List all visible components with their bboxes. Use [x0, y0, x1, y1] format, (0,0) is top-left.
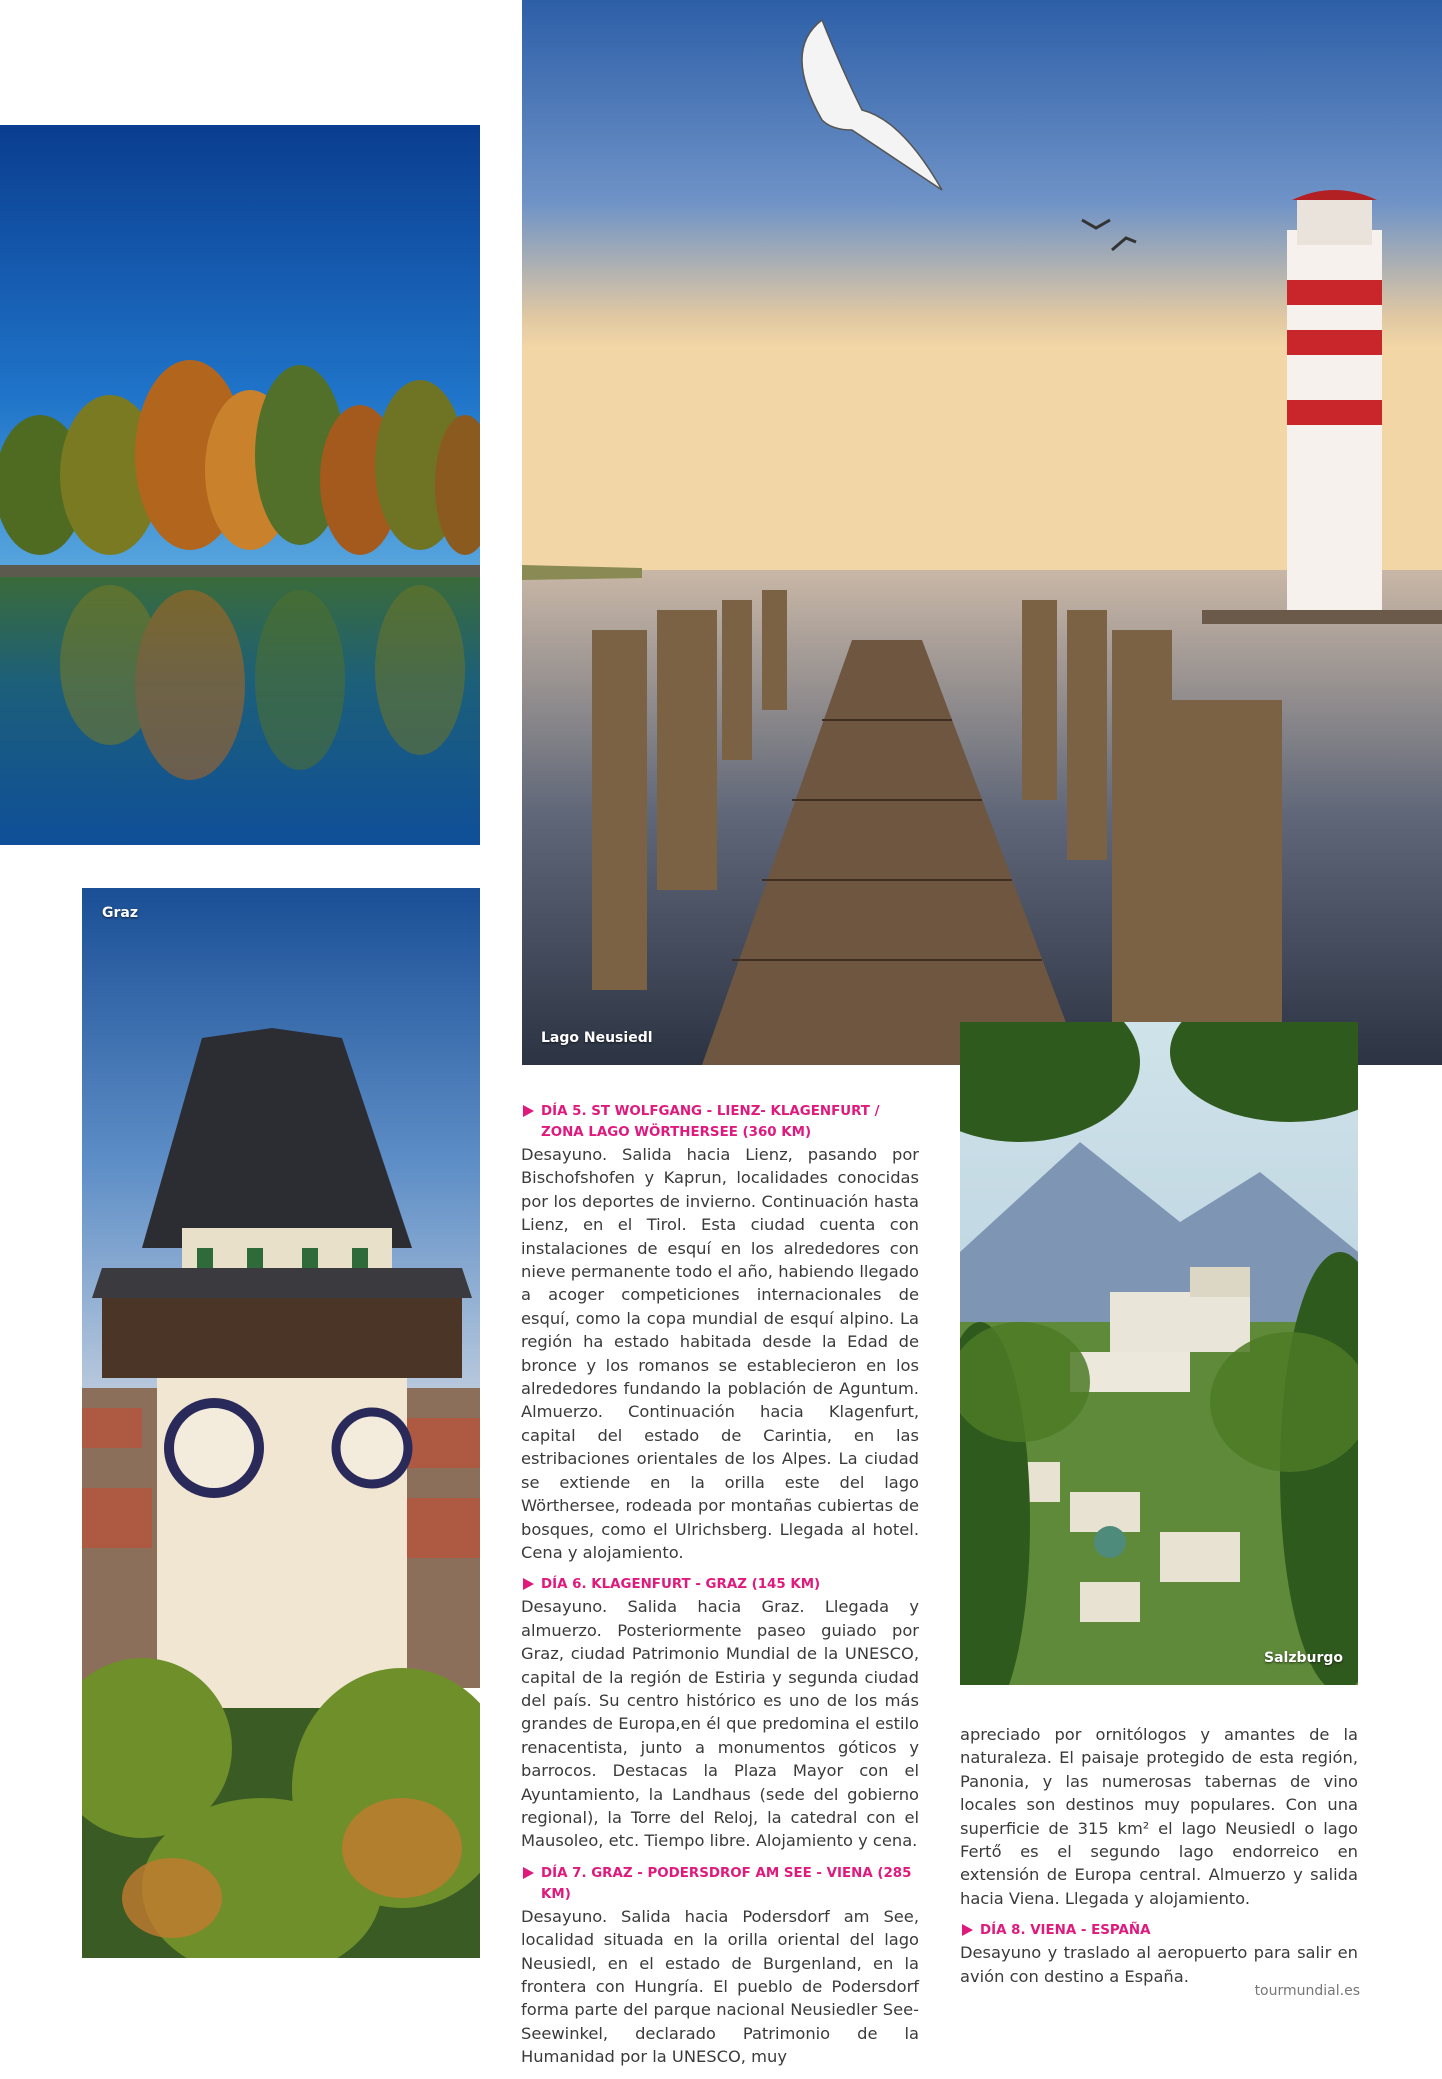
- itinerary-column-middle: [521, 1101, 919, 2079]
- day-7-title: [521, 1863, 919, 1905]
- day-7-continuation: apreciado por ornitólogos y amantes de la naturaleza. El paisaje protegido de esta región, Panonia, y las numerosas tabernas de vino locales son destinos muy populares. Con una superficie de 315 km² el lago Neusiedl o lago Fertő es el segundo lago endorreico en extensión de Europa central. Almuerzo y salida hacia Viena. Llegada y alojamiento.: [960, 1725, 1358, 1908]
- day-8-section: [960, 1920, 1358, 1988]
- bullet-icon: [521, 1104, 535, 1118]
- day-6-title: [521, 1574, 919, 1595]
- day-6-title-text: DÍA 6. KLAGENFURT - GRAZ (145 KM): [541, 1577, 821, 1593]
- bullet-icon: [521, 1577, 535, 1591]
- day-7-section: [521, 1863, 919, 2069]
- lago-neusiedl-photo: [522, 0, 1442, 1065]
- caption-salzburgo: Salzburgo: [1264, 1650, 1344, 1666]
- day-8-title: [960, 1920, 1358, 1941]
- bullet-icon: [960, 1923, 974, 1937]
- bullet-icon: [521, 1866, 535, 1880]
- lake-autumn-photo: [0, 125, 480, 845]
- day-6-text: Desayuno. Salida hacia Graz. Llegada y almuerzo. Posteriormente paseo guiado por Graz, ciudad Patrimonio Mundial de la UNESCO, capital de la región de Estiria y segunda ciudad del país. Su centro histórico es uno de los más grandes de Europa,en él que predomina el estilo renacentista, junto a monumentos góticos y barrocos. Destacas la Plaza Mayor con el Ayuntamiento, la Landhaus (sede del gobierno regional), la Torre del Reloj, la catedral con el Mausoleo, etc. Tiempo libre. Alojamiento y cena.: [521, 1597, 919, 1851]
- day-7-title-text: DÍA 7. GRAZ - PODERSDROF AM SEE - VIENA (285 KM): [541, 1865, 912, 1902]
- caption-graz: Graz: [102, 905, 138, 921]
- day-8-text: Desayuno y traslado al aeropuerto para salir en avión con destino a España.: [960, 1943, 1358, 1986]
- graz-clocktower-photo: [82, 888, 480, 1958]
- day-5-title: [521, 1101, 919, 1143]
- day-5-text: Desayuno. Salida hacia Lienz, pasando por Bischofshofen y Kaprun, localidades conocidas por los deportes de invierno. Continuación hasta Lienz, en el Tirol. Esta ciudad cuenta con instalaciones de esquí en los alrededores con nieve permanente todo el año, habiendo llegado a acoger competiciones internacionales de esquí, como la copa mundial de esquí alpino. La región ha estado habitada desde la Edad de bronce y los romanos se establecieron en los alrededores fundando la población de Aguntum. Almuerzo. Continuación hacia Klagenfurt, capital del estado de Carintia, en las estribaciones orientales de los Alpes. La ciudad se extiende en la orilla este del lago Wörthersee, rodeada por montañas cubiertas de bosques, como el Ulrichsberg. Llegada al hotel. Cena y alojamiento.: [521, 1145, 919, 1562]
- footer-site-link[interactable]: tourmundial.es: [1254, 1983, 1360, 1999]
- caption-lago-neusiedl: Lago Neusiedl: [541, 1030, 653, 1046]
- itinerary-column-right: [960, 1723, 1358, 1998]
- day-7-text: Desayuno. Salida hacia Podersdorf am See, localidad situada en la orilla oriental del lago Neusiedl, en el estado de Burgenland, en la frontera con Hungría. El pueblo de Podersdorf forma parte del parque nacional Neusiedler See-Seewinkel, declarado Patrimonio de la Humanidad por la UNESCO, muy: [521, 1906, 919, 2067]
- salzburgo-photo: [960, 1022, 1358, 1685]
- day-6-section: [521, 1574, 919, 1852]
- day-5-title-text: DÍA 5. ST WOLFGANG - LIENZ- KLAGENFURT / ZONA LAGO WÖRTHERSEE (360 KM): [541, 1104, 880, 1140]
- day-5-section: [521, 1101, 919, 1564]
- day-8-title-text: DÍA 8. VIENA - ESPAÑA: [980, 1923, 1151, 1939]
